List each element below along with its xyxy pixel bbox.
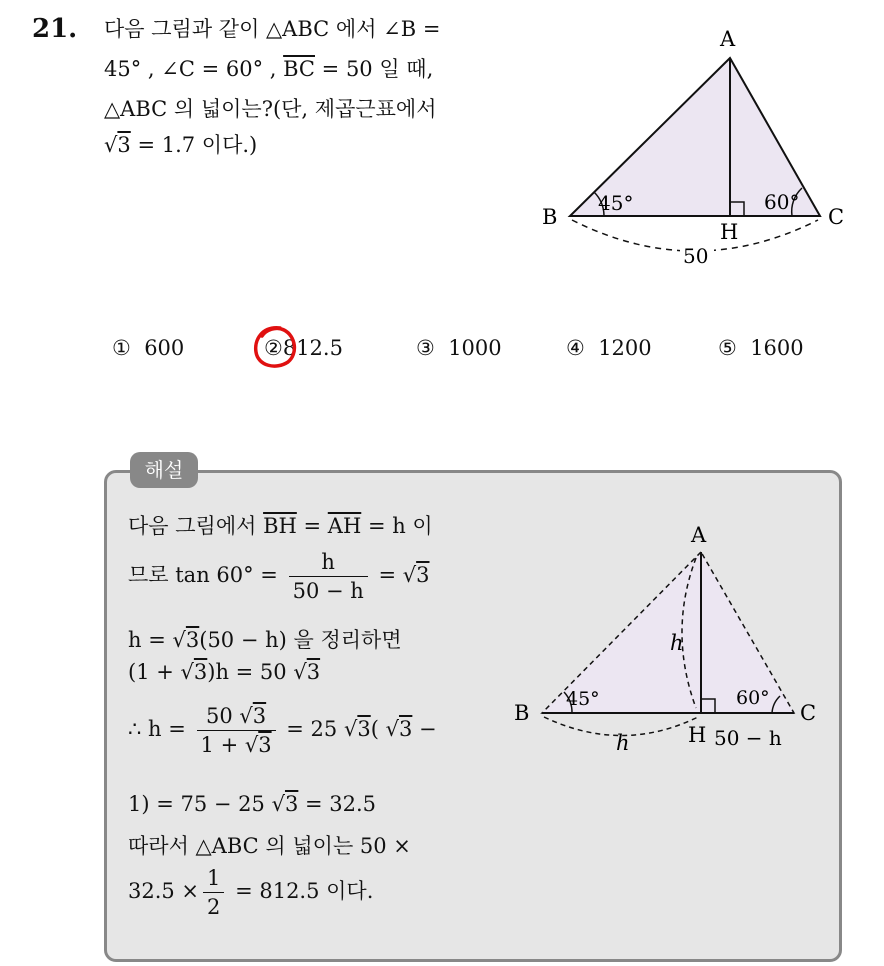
choice-5[interactable]: ⑤ 1600 <box>718 336 804 360</box>
choice-1[interactable]: ① 600 <box>112 336 185 360</box>
angle-b-label: 45° <box>598 191 634 215</box>
label-h-2: H <box>688 723 707 747</box>
question-line-3: △ABC 의 넓이는?(단, 제곱근표에서 <box>104 97 437 121</box>
solution-line-5: ∴ h = $\frac{50 √3}{1 + √3}$ = 25 √3( √3 − <box>128 704 437 757</box>
angle-c-label: 60° <box>764 190 800 214</box>
question-line-2: 45° , ∠C = 60° , $\overline{BC} = 50$ 일 때, <box>104 57 434 81</box>
solution-line-1: 다음 그림에서 $\overline{BH} = \overline{AH} = h$ 이 <box>128 514 433 538</box>
choice-4[interactable]: ④ 1200 <box>566 336 652 360</box>
question-number: 21. <box>32 14 78 44</box>
hc-length-label: 50 − h <box>714 726 782 750</box>
label-c-2: C <box>800 701 817 725</box>
solution-line-2: 므로 tan 60° = $\frac{h}{50 - h}$ = √3 <box>128 550 430 603</box>
solution-line-8: 32.5 × $\frac{1}{2}$ = 812.5 이다. <box>128 866 374 919</box>
label-c: C <box>828 205 845 229</box>
solution-line-6: 1) = 75 − 25 √3 = 32.5 <box>128 792 377 816</box>
choice-3[interactable]: ③ 1000 <box>416 336 502 360</box>
solution-line-4: (1 + √3)h = 50 √3 <box>128 660 321 684</box>
question-line-1: 다음 그림과 같이 △ABC 에서 ∠B = <box>104 17 441 41</box>
answer-circle-mark <box>250 322 302 374</box>
triangle-figure <box>530 20 860 270</box>
choice-2[interactable]: ②812.5 <box>264 336 343 360</box>
label-h: H <box>720 220 739 244</box>
bc-length-label: 50 <box>683 244 709 268</box>
question-line-4: √3 = 1.7 이다.) <box>104 133 258 157</box>
segment-bc: $\overline{BC}$ <box>283 57 315 81</box>
solution-line-3: h = √3(50 − h) 을 정리하면 <box>128 628 402 652</box>
label-a-2: A <box>691 523 707 547</box>
solution-triangle-figure <box>508 520 828 760</box>
label-b: B <box>542 205 558 229</box>
solution-tag: 해설 <box>130 452 198 488</box>
altitude-h-label: h <box>670 631 684 655</box>
angle-c-label-2: 60° <box>736 687 770 709</box>
label-b-2: B <box>514 701 530 725</box>
bh-h-label: h <box>616 731 630 755</box>
angle-b-label-2: 45° <box>566 688 600 710</box>
label-a: A <box>720 27 736 51</box>
solution-line-7: 따라서 △ABC 의 넓이는 50 × <box>128 834 411 858</box>
